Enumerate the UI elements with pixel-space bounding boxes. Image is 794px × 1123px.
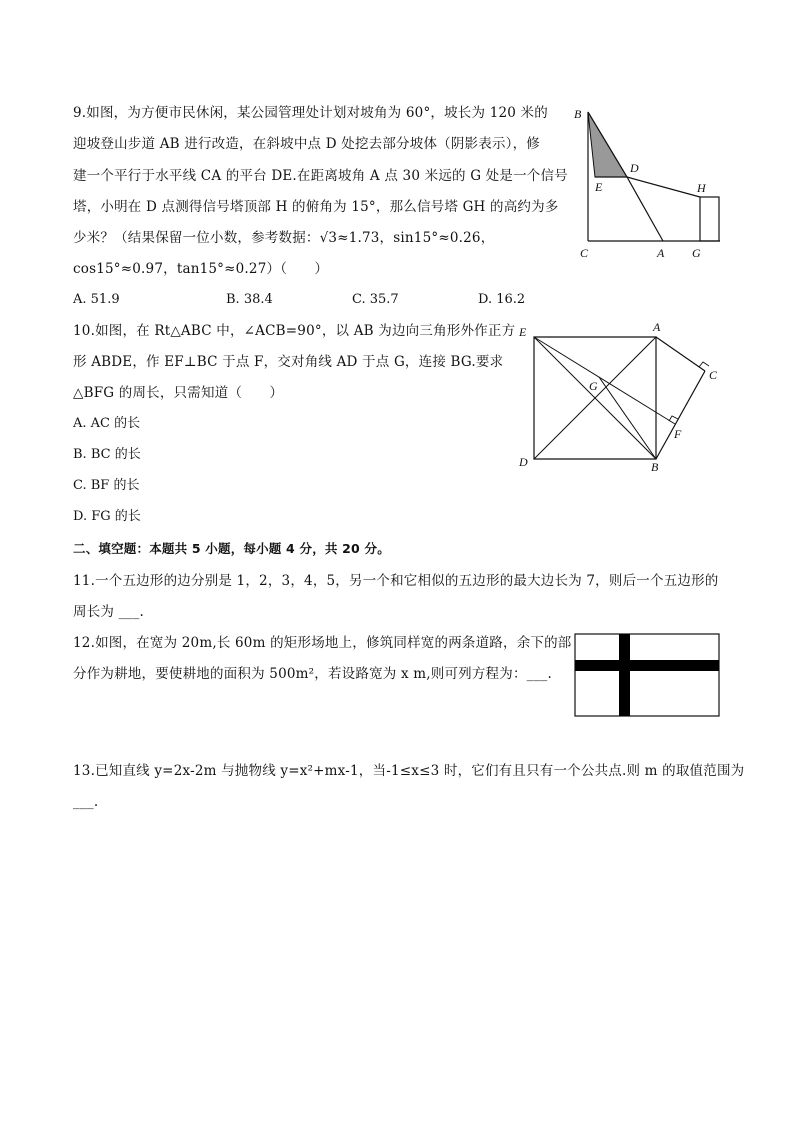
section-2-heading: 二、填空题：本题共 5 小题，每小题 4 分，共 20 分。: [73, 541, 390, 556]
q9-option-a: A. 51.9: [73, 292, 120, 307]
label-c: C: [580, 246, 589, 260]
q9-line-1: 9.如图，为方便市民休闲，某公园管理处计划对坡角为 60°，坡长为 120 米的: [73, 105, 548, 121]
line-gb: [599, 377, 656, 459]
label-d: D: [630, 161, 639, 175]
label-a: A: [657, 246, 665, 260]
q10-line-3: △BFG 的周长，只需知道（ ）: [73, 385, 284, 401]
label-f: F: [674, 427, 682, 441]
q9-line-2: 迎坡登山步道 AB 进行改造，在斜坡中点 D 处挖去部分坡体（阴影表示），修: [73, 136, 541, 152]
q13-line-2: ___.: [73, 794, 99, 810]
q10-line-1: 10.如图，在 Rt△ABC 中，∠ACB=90°，以 AB 为边向三角形外作正方: [73, 323, 516, 339]
label-e: E: [519, 325, 527, 339]
q12-field-figure: [574, 633, 722, 719]
q9-slope-figure: [570, 100, 730, 270]
q9-option-c: C. 35.7: [352, 292, 399, 307]
q11-line-1: 11.一个五边形的边分别是 1，2，3，4，5，另一个和它相似的五边形的最大边长为 7，则后一个五边形的: [73, 573, 719, 589]
label-e: E: [595, 180, 603, 194]
q12-line-1: 12.如图，在宽为 20m,长 60m 的矩形场地上，修筑同样宽的两条道路，余下的部: [73, 635, 572, 651]
q10-square-figure: [515, 318, 725, 478]
q10-line-2: 形 ABDE，作 EF⊥BC 于点 F，交对角线 AD 于点 G，连接 BG.要求: [73, 354, 504, 370]
q10-option-b: B. BC 的长: [73, 447, 141, 462]
q10-option-c: C. BF 的长: [73, 478, 140, 493]
line-dh: [627, 177, 700, 197]
q11-line-2: 周长为 ___.: [73, 604, 144, 620]
q9-option-b: B. 38.4: [226, 292, 273, 307]
signal-tower: [700, 197, 719, 241]
label-h: H: [697, 181, 706, 195]
rectangular-field: [575, 634, 719, 716]
q10-option-a: A. AC 的长: [73, 416, 141, 431]
line-da: [627, 177, 663, 241]
label-g: G: [692, 246, 701, 260]
label-g: G: [589, 379, 598, 393]
label-c: C: [709, 368, 718, 382]
label-d: D: [519, 455, 528, 469]
q9-line-3: 建一个平行于水平线 CA 的平台 DE.在距离坡角 A 点 30 米远的 G 处是一个信号: [73, 168, 568, 184]
label-b: B: [574, 107, 582, 121]
q13-line-1: 13.已知直线 y=2x-2m 与抛物线 y=x²+mx-1，当-1≤x≤3 时，它们有且只有一个公共点.则 m 的取值范围为: [73, 763, 745, 779]
line-ac: [656, 337, 705, 371]
q9-option-d: D. 16.2: [478, 292, 526, 307]
line-cb: [656, 371, 705, 459]
right-angle-c: [699, 362, 709, 367]
q12-line-2: 分作为耕地，要使耕地的面积为 500m²，若设路宽为 x m,则可列方程为：___.: [73, 666, 553, 682]
horizontal-road: [575, 660, 719, 671]
vertical-road: [619, 634, 630, 716]
q9-line-5: 少米？（结果保留一位小数，参考数据：√3≈1.73，sin15°≈0.26，: [73, 230, 495, 246]
right-angle-f: [669, 416, 678, 421]
q9-line-4: 塔，小明在 D 点测得信号塔顶部 H 的俯角为 15°，那么信号塔 GH 的高约为多: [73, 199, 559, 215]
line-ef: [534, 337, 675, 424]
label-b: B: [651, 460, 659, 474]
label-a: A: [653, 320, 661, 334]
q10-option-d: D. FG 的长: [73, 509, 141, 524]
q9-line-6: cos15°≈0.97，tan15°≈0.27）（ ）: [73, 261, 329, 277]
